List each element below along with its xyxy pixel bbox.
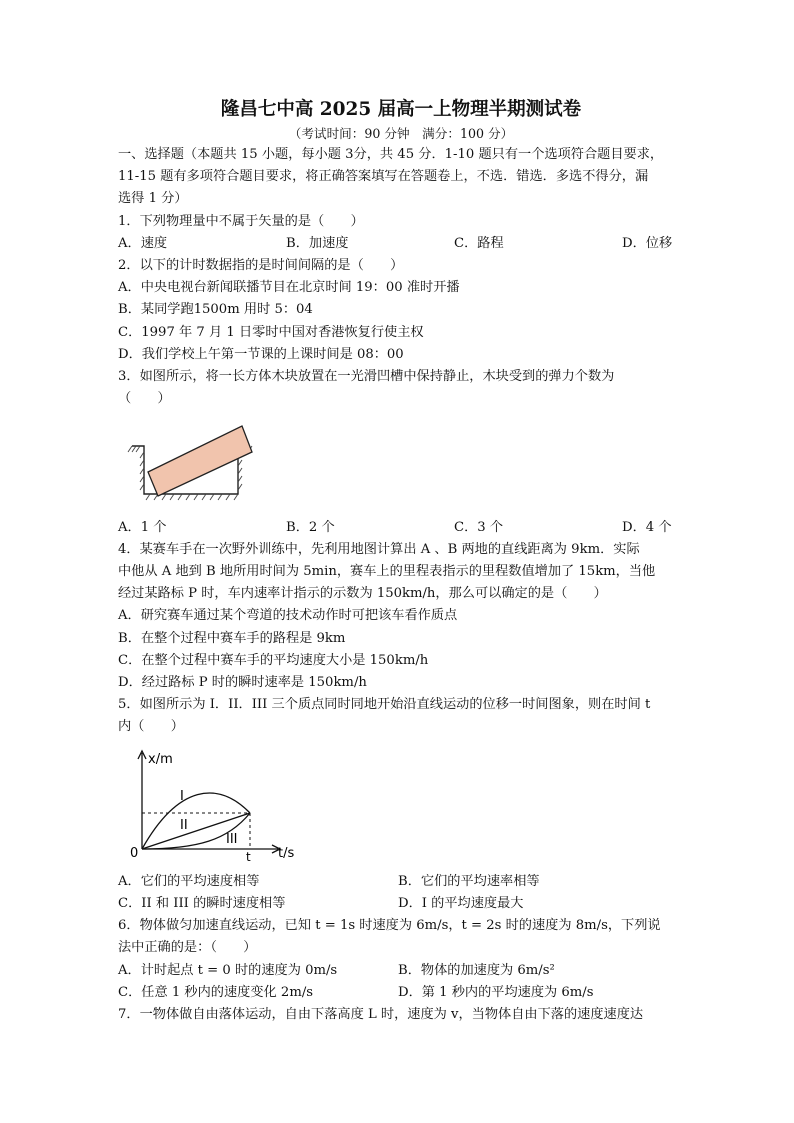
q4-stem-line2: 中他从 A 地到 B 地所用时间为 5min，赛车上的里程表指示的里程数值增加了 15km，当他 [118, 564, 656, 580]
q2-option-d: D．我们学校上午第一节课的上课时间是 08：00 [118, 346, 404, 362]
section-instructions-line1: 一、选择题（本题共 15 小题，每小题 3分，共 45 分．1-10 题只有一个选项符合题目要求， [118, 147, 664, 162]
q4-option-b: B．在整个过程中赛车手的路程是 9km [118, 630, 346, 646]
q2-stem: 2．以下的计时数据指的是时间间隔的是（ ） [118, 258, 404, 274]
exam-info: （考试时间：90 分钟 满分：100 分） [288, 126, 514, 141]
q1-option-c: C．路程 [454, 235, 504, 251]
q2-option-a: A．中央电视台新闻联播节目在北京时间 19：00 准时开播 [118, 280, 460, 296]
exam-page [118, 98, 684, 1026]
q5-option-b: B．它们的平均速率相等 [398, 873, 540, 889]
q6-options-row1 [118, 960, 684, 982]
q5-option-a: A．它们的平均速度相等 [118, 873, 260, 889]
wooden-block [148, 426, 252, 496]
q6-option-b: B．物体的加速度为 6m/s² [398, 962, 555, 978]
q1-options [118, 233, 684, 255]
x-axis-label: t/s [278, 845, 295, 861]
q3-stem-line1: 3．如图所示，将一长方体木块放置在一光滑凹槽中保持静止，木块受到的弹力个数为 [118, 369, 615, 385]
q4-option-c: C．在整个过程中赛车手的平均速度大小是 150km/h [118, 652, 429, 668]
q6-option-a: A．计时起点 t = 0 时的速度为 0m/s [118, 962, 338, 978]
q5-options-row1 [118, 871, 684, 893]
groove-block-figure [126, 416, 256, 506]
q1-option-d: D．位移 [622, 235, 673, 251]
origin-label: 0 [130, 845, 139, 861]
curve-label-i: I [180, 788, 184, 804]
curve-label-iii: III [226, 831, 238, 847]
y-axis-label: x/m [148, 751, 173, 767]
q3-stem-line2: （ ） [118, 391, 171, 407]
q3-options [118, 517, 684, 539]
q3-option-b: B．2 个 [286, 519, 335, 535]
q1-stem: 1．下列物理量中不属于矢量的是（ ） [118, 213, 364, 229]
q2-option-c: C．1997 年 7 月 1 日零时中国对香港恢复行使主权 [118, 324, 424, 340]
q3-figure [126, 416, 684, 514]
q4-option-a: A．研究赛车通过某个弯道的技术动作时可把该车看作质点 [118, 608, 458, 624]
position-time-graph [118, 745, 318, 861]
q3-option-c: C．3 个 [454, 519, 504, 535]
curve-label-ii: II [180, 817, 188, 833]
page-title: 隆昌七中高 2025 届高一上物理半期测试卷 [220, 99, 582, 120]
q6-option-d: D．第 1 秒内的平均速度为 6m/s [398, 984, 594, 1000]
q6-stem-line1: 6．物体做匀加速直线运动，已知 t = 1s 时速度为 6m/s，t = 2s 时的速度为 8m/s，下列说 [118, 918, 661, 934]
q1-option-b: B．加速度 [286, 235, 349, 251]
q6-options-row2 [118, 982, 684, 1004]
q4-option-d: D．经过路标 P 时的瞬时速率是 150km/h [118, 675, 367, 691]
q6-stem-line2: 法中正确的是：（ ） [118, 940, 257, 956]
q5-options-row2 [118, 893, 684, 915]
q3-option-a: A．1 个 [118, 519, 167, 535]
q5-option-d: D．I 的平均速度最大 [398, 896, 524, 912]
q3-option-d: D．4 个 [622, 519, 672, 535]
q1-option-a: A．速度 [118, 235, 168, 251]
q4-stem-line1: 4．某赛车手在一次野外训练中，先利用地图计算出 A 、B 两地的直线距离为 9km．实际 [118, 541, 640, 557]
q5-option-c: C．II 和 III 的瞬时速度相等 [118, 896, 286, 912]
t-label: t [246, 849, 251, 861]
q7-stem-line1: 7．一物体做自由落体运动，自由下落高度 L 时，速度为 v，当物体自由下落的速度速度达 [118, 1007, 644, 1023]
q5-stem-line2: 内（ ） [118, 719, 184, 735]
q5-stem-line1: 5．如图所示为 I．II．III 三个质点同时同地开始沿直线运动的位移一时间图象，则在时间 t [118, 697, 651, 713]
q5-figure [118, 745, 684, 869]
section-instructions-line3: 选得 1 分） [118, 191, 188, 207]
q2-option-b: B．某同学跑1500m 用时 5：04 [118, 302, 313, 318]
q6-option-c: C．任意 1 秒内的速度变化 2m/s [118, 984, 314, 1000]
q4-stem-line3: 经过某路标 P 时，车内速率计指示的示数为 150km/h，那么可以确定的是（ ） [118, 586, 607, 602]
section-instructions-line2: 11-15 题有多项符合题目要求，将正确答案填写在答题卷上，不选．错选．多选不得分，漏 [118, 169, 649, 185]
